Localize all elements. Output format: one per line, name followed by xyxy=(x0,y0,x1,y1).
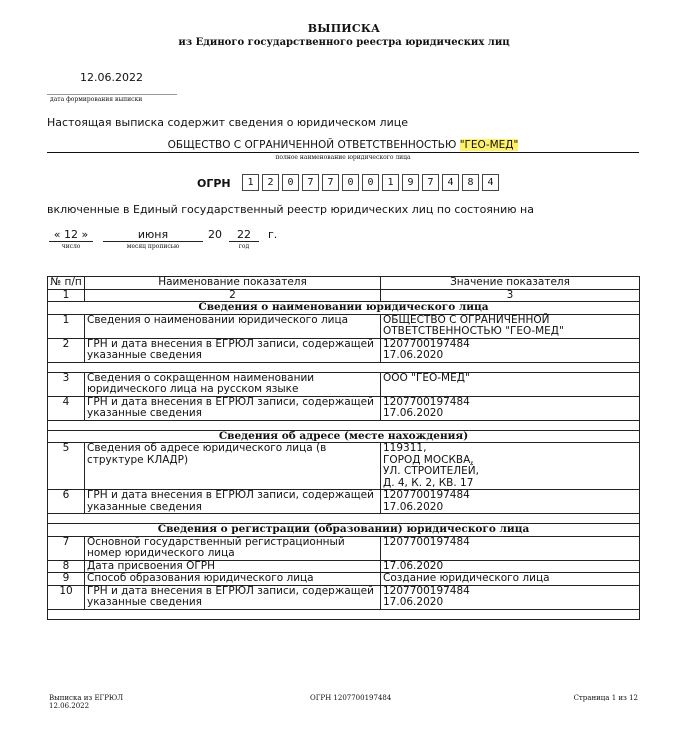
ogrn-digit: 1 xyxy=(242,174,259,191)
footer-left xyxy=(49,694,123,710)
footer-ogrn: ОГРН 1207700197484 xyxy=(310,694,392,702)
indicator-value-cell: 17.06.2020 xyxy=(381,560,640,573)
footer-doc-name: Выписка из ЕГРЮЛ xyxy=(49,694,124,702)
ogrn-digit: 9 xyxy=(402,174,419,191)
table-row xyxy=(48,585,640,609)
indicator-name-cell: Дата присвоения ОГРН xyxy=(85,560,381,573)
row-number-cell: 8 xyxy=(48,560,85,573)
as-of-month-underline xyxy=(103,241,203,242)
ogrn-digit: 0 xyxy=(282,174,299,191)
as-of-year: 22 xyxy=(237,228,251,241)
table-row xyxy=(48,396,640,420)
formation-date-caption: дата формирования выписки xyxy=(50,96,143,103)
as-of-day: « 12 » xyxy=(53,228,89,241)
row-number-cell: 9 xyxy=(48,573,85,586)
column-number-3: 3 xyxy=(381,289,640,302)
table-column-numbers-row xyxy=(48,289,640,302)
as-of-month-caption: месяц прописью xyxy=(126,243,180,250)
ogrn-digit: 7 xyxy=(322,174,339,191)
column-number-1: 1 xyxy=(48,289,85,302)
indicator-value-cell: ОБЩЕСТВО С ОГРАНИЧЕННОЙ ОТВЕТСТВЕННОСТЬЮ "ГЕО-МЕД" xyxy=(381,314,640,338)
section-header-row xyxy=(48,524,640,537)
indicator-name-cell: ГРН и дата внесения в ЕГРЮЛ записи, содержащей указанные сведения xyxy=(85,490,381,514)
spacer-row xyxy=(48,420,640,430)
indicator-name-cell: ГРН и дата внесения в ЕГРЮЛ записи, содержащей указанные сведения xyxy=(85,585,381,609)
ogrn-digit-boxes xyxy=(242,174,502,191)
formation-date-underline xyxy=(47,94,177,95)
ogrn-digit: 7 xyxy=(302,174,319,191)
formation-date: 12.06.2022 xyxy=(80,71,143,84)
as-of-day-underline xyxy=(49,241,93,242)
indicator-value-cell: 119311, ГОРОД МОСКВА, УЛ. СТРОИТЕЛЕЙ, Д. 4, К. 2, КВ. 17 xyxy=(381,443,640,490)
indicator-name-cell: ГРН и дата внесения в ЕГРЮЛ записи, содержащей указанные сведения xyxy=(85,396,381,420)
header-indicator-name: Наименование показателя xyxy=(85,277,381,290)
spacer-row xyxy=(48,362,640,372)
column-number-2: 2 xyxy=(85,289,381,302)
row-number-cell: 4 xyxy=(48,396,85,420)
row-number-cell: 3 xyxy=(48,372,85,396)
indicator-name-cell: Сведения о сокращенном наименовании юридического лица на русском языке xyxy=(85,372,381,396)
section-title: Сведения об адресе (месте нахождения) xyxy=(48,430,640,443)
indicator-value-cell: 1207700197484 17.06.2020 xyxy=(381,490,640,514)
as-of-day-caption: число xyxy=(61,243,81,250)
row-number-cell: 5 xyxy=(48,443,85,490)
indicator-value-cell: 1207700197484 17.06.2020 xyxy=(381,338,640,362)
section-header-row xyxy=(48,302,640,315)
indicator-name-cell: Основной государственный регистрационный номер юридического лица xyxy=(85,536,381,560)
indicator-name-cell: Сведения об адресе юридического лица (в структуре КЛАДР) xyxy=(85,443,381,490)
header-number: № п/п xyxy=(48,277,85,290)
section-title: Сведения о регистрации (образовании) юридического лица xyxy=(48,524,640,537)
indicator-value-cell: Создание юридического лица xyxy=(381,573,640,586)
row-number-cell: 10 xyxy=(48,585,85,609)
table-row xyxy=(48,314,640,338)
table-row xyxy=(48,573,640,586)
footer-date: 12.06.2022 xyxy=(49,702,90,710)
table-body xyxy=(48,302,640,620)
footer-page-number: Страница 1 из 12 xyxy=(573,694,638,702)
table-row xyxy=(48,443,640,490)
organization-name-underline xyxy=(47,152,639,153)
document-title: ВЫПИСКА xyxy=(307,22,381,35)
table-row xyxy=(48,372,640,396)
extract-table xyxy=(47,276,640,620)
indicator-value-cell: 1207700197484 17.06.2020 xyxy=(381,585,640,609)
organization-name-prefix: ОБЩЕСТВО С ОГРАНИЧЕННОЙ ОТВЕТСТВЕННОСТЬЮ xyxy=(167,139,457,151)
as-of-month: июня xyxy=(137,228,169,241)
ogrn-label: ОГРН xyxy=(197,177,231,190)
section-header-row xyxy=(48,430,640,443)
ogrn-digit: 4 xyxy=(482,174,499,191)
ogrn-digit: 8 xyxy=(462,174,479,191)
table-row xyxy=(48,560,640,573)
as-of-year-suffix: г. xyxy=(268,228,278,241)
spacer-cell xyxy=(48,362,640,372)
indicator-value-cell: 1207700197484 17.06.2020 xyxy=(381,396,640,420)
spacer-row xyxy=(48,609,640,619)
table-header-row xyxy=(48,277,640,290)
organization-name-highlight: "ГЕО-МЕД" xyxy=(459,139,519,151)
as-of-year-caption: год xyxy=(238,243,250,250)
ogrn-digit: 0 xyxy=(362,174,379,191)
row-number-cell: 7 xyxy=(48,536,85,560)
indicator-value-cell: 1207700197484 xyxy=(381,536,640,560)
ogrn-digit: 4 xyxy=(442,174,459,191)
ogrn-digit: 2 xyxy=(262,174,279,191)
ogrn-digit: 7 xyxy=(422,174,439,191)
row-number-cell: 2 xyxy=(48,338,85,362)
table-row xyxy=(48,536,640,560)
section-title: Сведения о наименовании юридического лица xyxy=(48,302,640,315)
spacer-cell xyxy=(48,420,640,430)
ogrn-digit: 1 xyxy=(382,174,399,191)
ogrn-digit: 0 xyxy=(342,174,359,191)
included-text: включенные в Единый государственный реестр юридических лиц по состоянию на xyxy=(47,203,534,216)
header-indicator-value: Значение показателя xyxy=(381,277,640,290)
indicator-name-cell: Способ образования юридического лица xyxy=(85,573,381,586)
as-of-year-underline xyxy=(229,241,259,242)
indicator-name-cell: ГРН и дата внесения в ЕГРЮЛ записи, содержащей указанные сведения xyxy=(85,338,381,362)
row-number-cell: 1 xyxy=(48,314,85,338)
indicator-name-cell: Сведения о наименовании юридического лица xyxy=(85,314,381,338)
spacer-cell xyxy=(48,514,640,524)
row-number-cell: 6 xyxy=(48,490,85,514)
spacer-row xyxy=(48,514,640,524)
document-subtitle: из Единого государственного реестра юридических лиц xyxy=(178,37,510,48)
as-of-century: 20 xyxy=(208,228,222,241)
spacer-cell xyxy=(48,609,640,619)
intro-text: Настоящая выписка содержит сведения о юридическом лице xyxy=(47,116,408,129)
indicator-value-cell: ООО "ГЕО-МЕД" xyxy=(381,372,640,396)
organization-full-name xyxy=(47,139,639,151)
table-row xyxy=(48,490,640,514)
table-row xyxy=(48,338,640,362)
organization-name-caption: полное наименование юридического лица xyxy=(275,154,411,161)
